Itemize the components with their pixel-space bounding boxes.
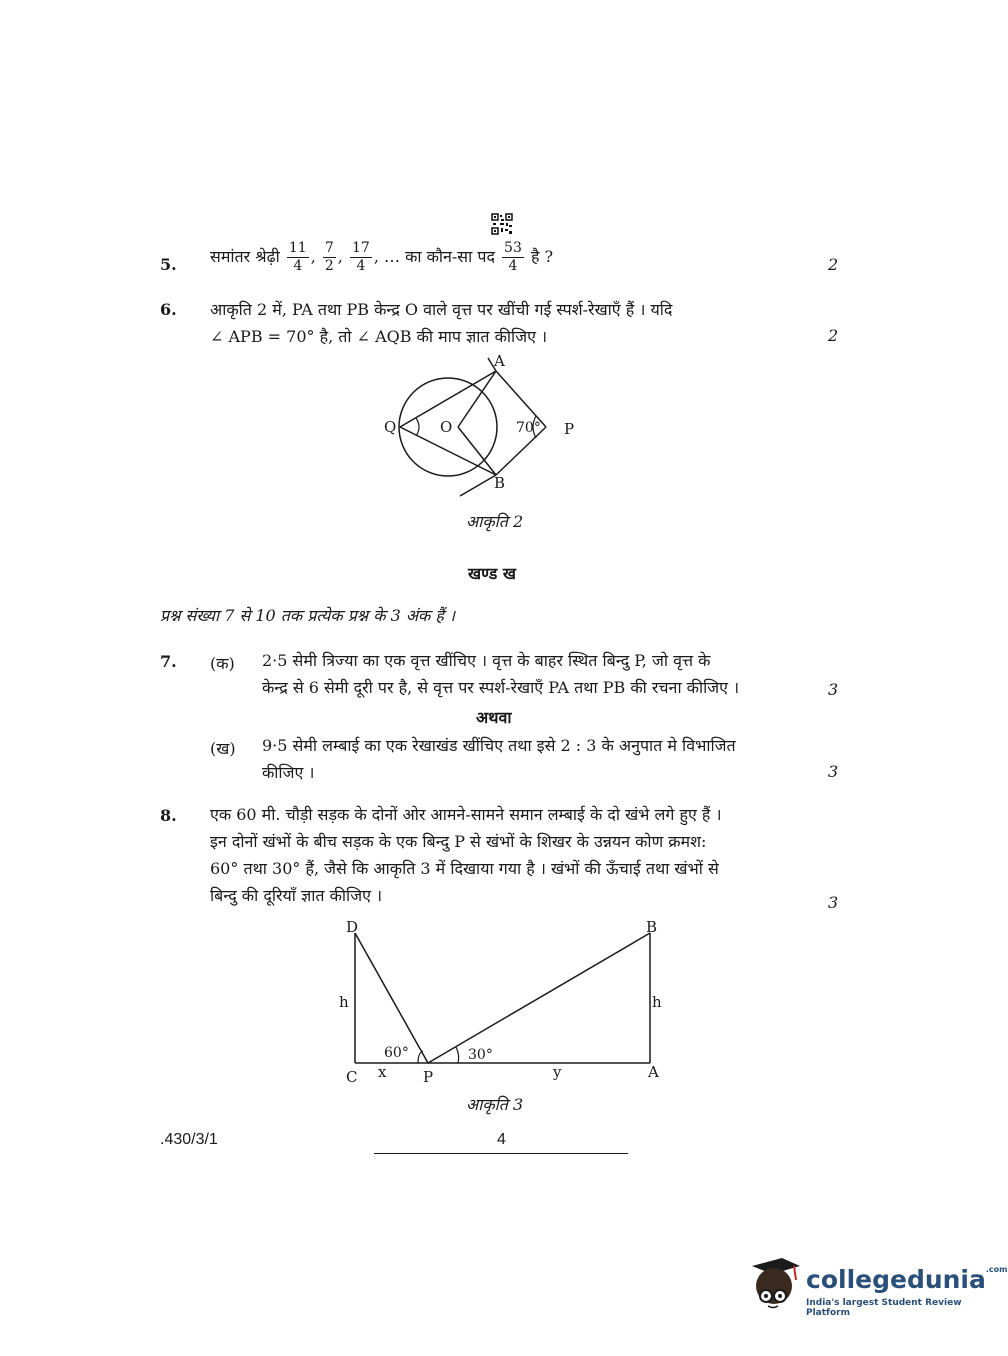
footer-rule [374,1153,628,1154]
q6-number: 6. [160,300,177,319]
brand-tagline: India's largest Student Review Platform [806,1298,962,1318]
label-a: A [494,352,505,370]
label-a: A [648,1063,659,1081]
q7-or: अथवा [476,708,512,727]
q7a-line1: 2·5 सेमी त्रिज्या का एक वृत्त खींचिए । वृत्त के बाहर स्थित बिन्दु P, जो वृत्त के [262,651,711,670]
label-q: Q [384,418,397,436]
q5-text: समांतर श्रेढ़ी $\frac{11}{4}$ , $\frac{7}{2}$ , $\frac{17}{4}$ , … का कौन-सा पद $\frac{53}{4}$ है ? [210,240,554,274]
q5-term-3: $\frac{17}{4}$ [351,240,370,274]
label-angle-60: 60° [384,1045,409,1061]
tangent-pb-extension [460,475,496,496]
section-instruction: प्रश्न संख्या 7 से 10 तक प्रत्येक प्रश्न के 3 अंक हैं । [160,606,456,625]
label-angle-70: 70° [516,420,541,436]
label-c: C [346,1068,358,1086]
label-x: x [378,1063,387,1081]
q8-marks: 3 [828,893,839,912]
line-pb [428,933,650,1063]
q5-term-2: $\frac{7}{2}$ [324,240,334,274]
q7-number: 7. [160,652,177,671]
q5-target-term: $\frac{53}{4}$ [504,240,522,274]
q7b-label: (ख) [210,739,236,758]
label-y: y [553,1063,562,1081]
q6-line2: ∠ APB = 70° है, तो ∠ AQB की माप ज्ञात कीजिए । [210,327,548,346]
q5-marks: 2 [828,255,839,274]
angle-q-arc [416,418,419,436]
radius-oa [458,371,496,427]
label-b: B [494,474,506,492]
figure-3-diagram [330,915,680,1090]
label-p: P [564,420,575,438]
q7b-line2: कीजिए । [262,763,315,782]
label-angle-30: 30° [468,1047,493,1063]
page-number: 4 [497,1131,506,1148]
q7b-line1: 9·5 सेमी लम्बाई का एक रेखाखंड खींचिए तथा इसे 2 : 3 के अनुपात मे विभाजित [262,736,736,755]
label-b: B [646,918,658,936]
q7a-label: (क) [210,654,235,673]
angle-30-arc [456,1047,459,1063]
brand-name: collegedunia$^{.com}$ [806,1265,1008,1294]
q8-number: 8. [160,806,177,825]
brand-dotcom: .com [985,1265,1008,1274]
line-dp [355,933,428,1063]
section-heading: खण्ड ख [468,564,516,583]
q5-term-1: $\frac{11}{4}$ [288,240,307,274]
q6-line1: आकृति 2 में, PA तथा PB केन्द्र O वाले वृत्त पर खींची गई स्पर्श-रेखाएँ हैं । यदि [210,300,673,319]
q8-line1: एक 60 मी. चौड़ी सड़क के दोनों ओर आमने-सामने समान लम्बाई के दो खंभे लगे हुए हैं । [210,805,722,824]
q7a-line2: केन्द्र से 6 सेमी दूरी पर है, से वृत्त पर स्पर्श-रेखाएँ PA तथा PB की रचना कीजिए । [262,678,740,697]
label-h-right: h [652,993,662,1011]
figure-2-caption: आकृति 2 [466,512,524,531]
label-o: O [440,418,453,436]
q5-number: 5. [160,255,177,274]
tangent-pa [496,371,546,427]
q6-text [210,296,810,350]
figure-2-diagram [370,350,610,505]
q6-marks: 2 [828,326,839,345]
paper-code: .430/3/1 [160,1131,218,1148]
q8-line4: बिन्दु की दूरियाँ ज्ञात कीजिए । [210,886,383,905]
q5-tail: है ? [530,247,554,266]
q8-line3: 60° तथा 30° हैं, जैसे कि आकृति 3 में दिखाया गया है । खंभों की ऊँचाई तथा खंभों से [210,859,719,878]
q7a-marks: 3 [828,680,839,699]
figure-3-caption: आकृति 3 [466,1095,524,1114]
label-d: D [346,918,359,936]
label-p: P [423,1068,434,1086]
q7a-text [262,647,802,701]
q8-text [210,801,810,909]
q7b-marks: 3 [828,762,839,781]
label-h-left: h [339,993,349,1011]
q8-line2: इन दोनों खंभों के बीच सड़क के एक बिन्दु P से खंभों के शिखर के उन्नयन कोण क्रमश: [210,832,707,851]
q7b-text [262,732,802,786]
qr-code-icon [491,213,513,235]
collegedunia-mascot-icon [742,1252,804,1314]
q5-lead: समांतर श्रेढ़ी [210,247,280,266]
